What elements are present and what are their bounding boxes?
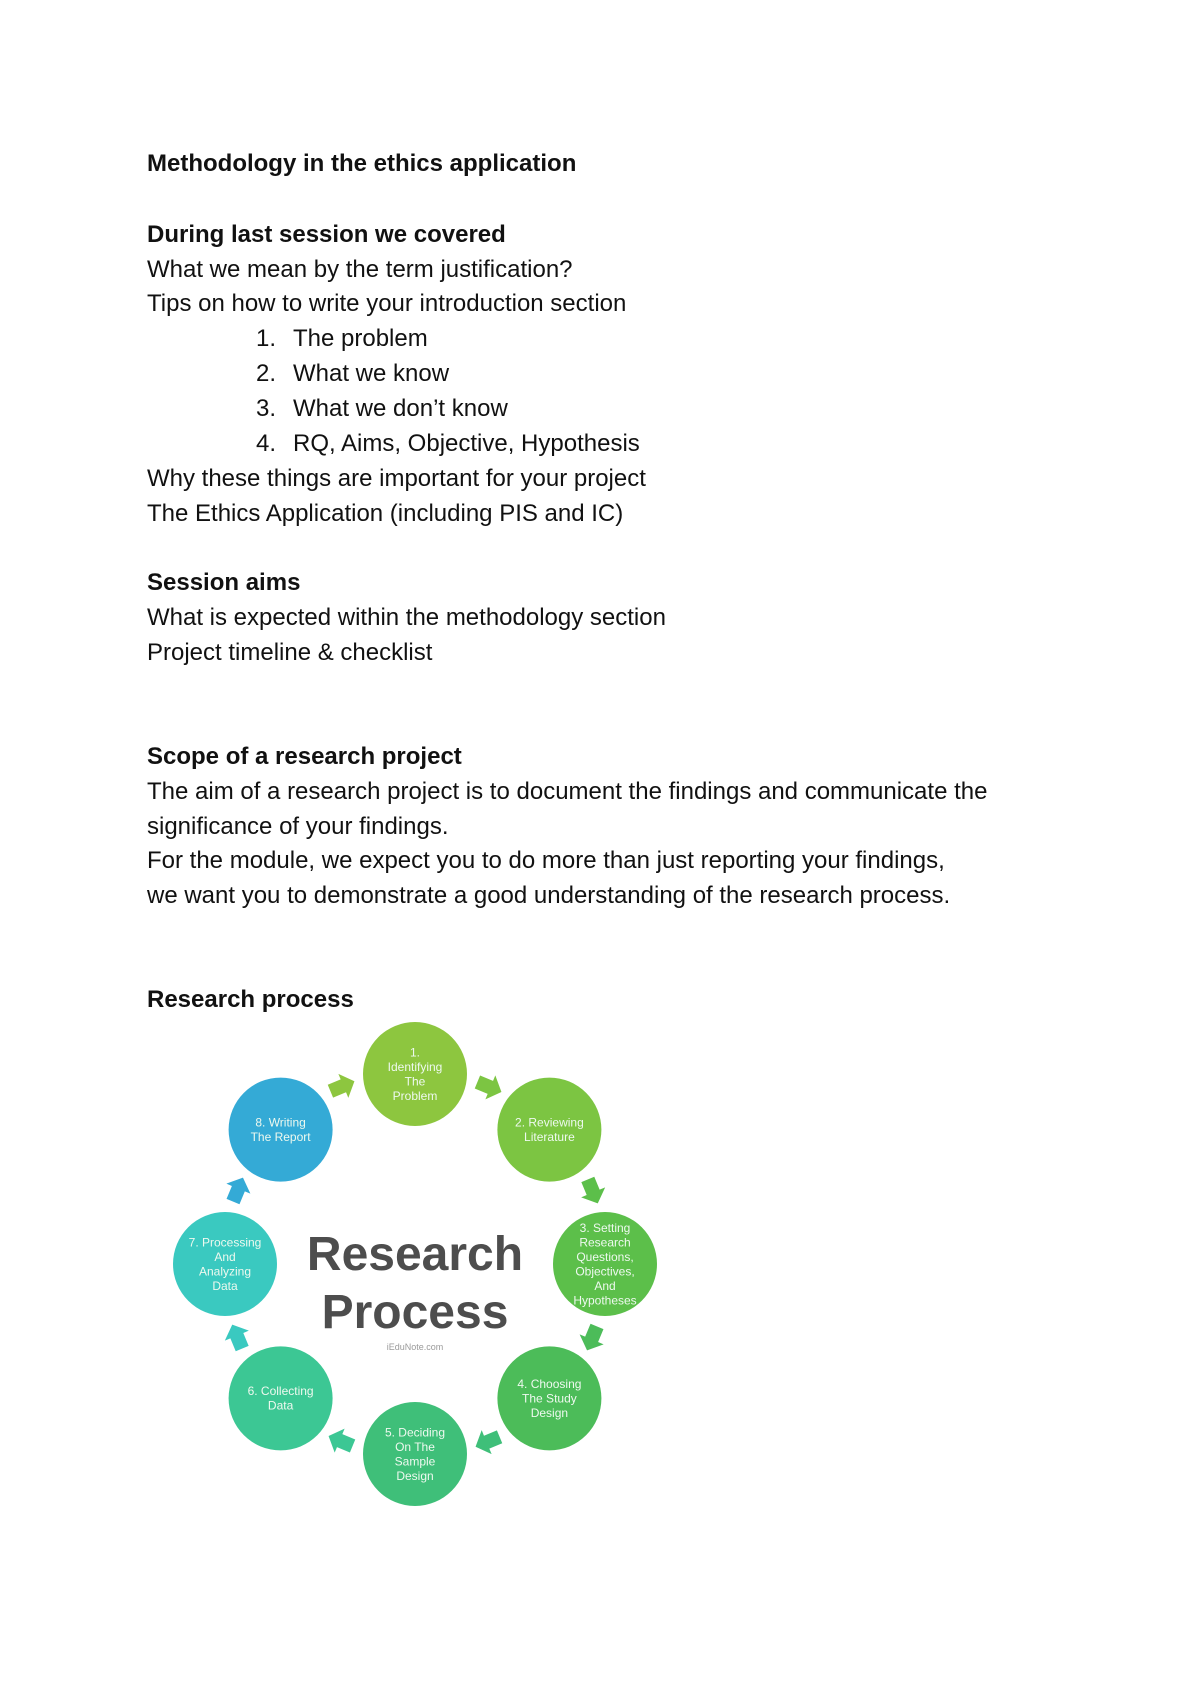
process-step-label: 1. [409, 1045, 421, 1060]
scope-line: The aim of a research project is to document the findings and communicate the [147, 778, 988, 805]
process-step-label: Design [530, 1405, 569, 1420]
document-title: Methodology in the ethics application [147, 150, 577, 177]
process-step-label: On The [395, 1439, 435, 1454]
list-item: The problem [293, 325, 428, 352]
process-step-label: The [404, 1074, 426, 1089]
flow-arrow-icon [472, 1070, 506, 1104]
process-step [229, 1346, 333, 1450]
flow-arrow-icon [324, 1424, 358, 1458]
after-line: The Ethics Application (including PIS and IC) [147, 500, 624, 527]
process-step-label: 7. Processing [188, 1235, 262, 1250]
aims-line: What is expected within the methodology section [147, 604, 666, 631]
process-step-label: Data [212, 1278, 238, 1293]
diagram-credit: iEduNote.com [386, 1342, 444, 1352]
process-step [363, 1022, 467, 1126]
process-step-label: 4. Choosing [517, 1376, 582, 1391]
flow-arrow-icon [221, 1173, 255, 1207]
process-step-label: The Report [250, 1129, 311, 1144]
process-step [497, 1078, 601, 1182]
process-step-label: 8. Writing [255, 1115, 306, 1130]
process-step [173, 1212, 277, 1316]
flow-arrow-icon [220, 1320, 254, 1354]
process-step-label: 3. Setting [579, 1220, 631, 1235]
diagram-title-line1: Research [306, 1228, 524, 1281]
process-step-label: Sample [394, 1454, 436, 1469]
process-step [363, 1402, 467, 1506]
process-step-label: Hypotheses [573, 1293, 637, 1308]
scope-heading: Scope of a research project [147, 743, 462, 770]
scope-line: significance of your findings. [147, 813, 449, 840]
flow-arrow-icon [575, 1321, 609, 1355]
process-step-label: Identifying [387, 1059, 443, 1074]
list-item-number: 4. [256, 430, 277, 457]
flow-arrow-icon [325, 1069, 359, 1103]
list-item-number: 1. [256, 325, 277, 352]
list-item-number: 3. [256, 395, 277, 422]
covered-line: What we mean by the term justification? [147, 256, 573, 283]
process-step [553, 1212, 657, 1316]
list-item: What we don’t know [293, 395, 508, 422]
process-step-label: Data [267, 1398, 294, 1413]
process-step-label: 5. Deciding [384, 1425, 446, 1440]
flow-arrow-icon [471, 1425, 505, 1459]
list-item: What we know [293, 360, 450, 387]
process-step-label: Design [396, 1468, 434, 1483]
flow-arrow-icon [576, 1174, 610, 1208]
process-heading: Research process [147, 986, 354, 1013]
process-step-label: Problem [392, 1088, 438, 1103]
process-step [497, 1346, 601, 1450]
process-step-label: 6. Collecting [247, 1384, 314, 1399]
scope-line: we want you to demonstrate a good understanding of the research process. [147, 882, 951, 909]
process-step-label: Objectives, [575, 1264, 635, 1279]
diagram-title-line2: Process [321, 1286, 509, 1339]
process-step-label: Questions, [576, 1249, 634, 1264]
list-item: RQ, Aims, Objective, Hypothesis [293, 430, 640, 457]
aims-line: Project timeline & checklist [147, 639, 433, 666]
aims-heading: Session aims [147, 569, 301, 596]
process-step-label: Analyzing [198, 1264, 252, 1279]
process-step-label: The Study [522, 1391, 577, 1406]
process-step [229, 1078, 333, 1182]
process-step-label: And [594, 1278, 616, 1293]
process-step-label: Research [579, 1235, 631, 1250]
process-step-label: And [214, 1249, 236, 1264]
process-step-label: 2. Reviewing [515, 1115, 584, 1130]
covered-line: Tips on how to write your introduction section [147, 290, 627, 317]
process-step-label: Literature [524, 1129, 575, 1144]
after-line: Why these things are important for your project [147, 465, 646, 492]
covered-heading: During last session we covered [147, 221, 506, 248]
scope-line: For the module, we expect you to do more than just reporting your findings, [147, 847, 945, 874]
list-item-number: 2. [256, 360, 277, 387]
